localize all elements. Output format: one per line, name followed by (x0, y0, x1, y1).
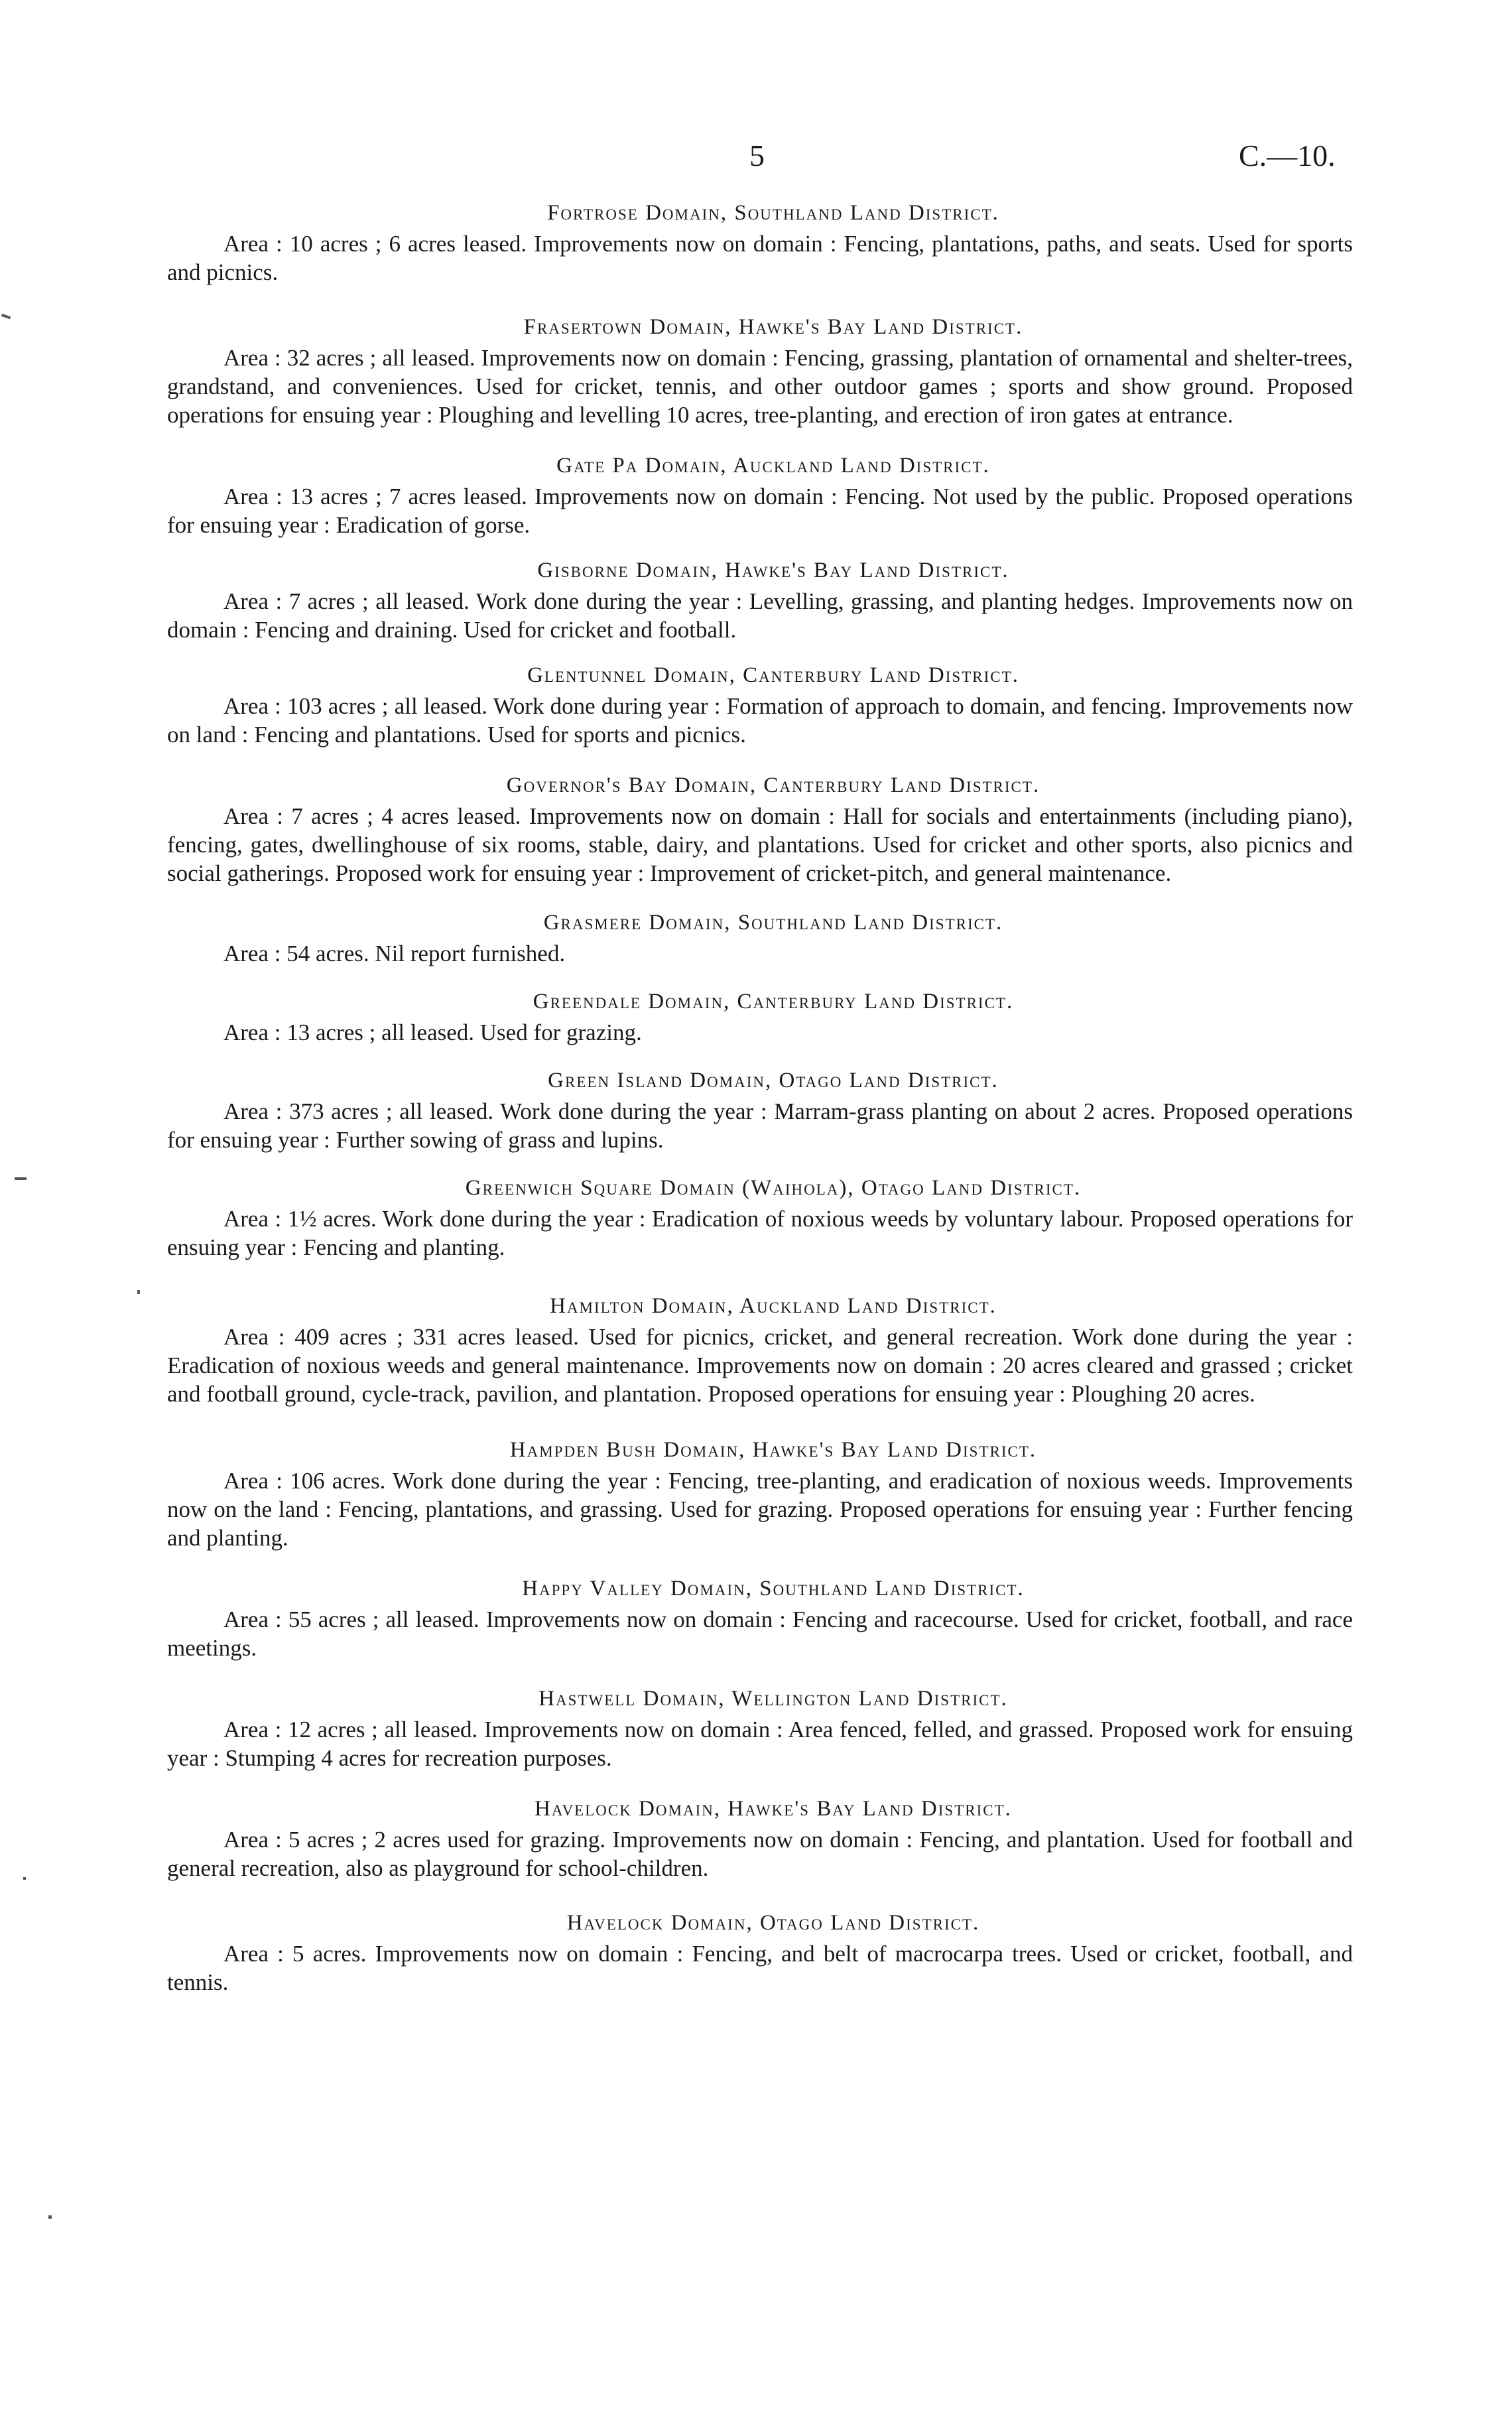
section-heading: Havelock Domain, Otago Land District. (566, 1911, 980, 1935)
scan-speck (48, 2215, 52, 2219)
scan-speck (15, 1177, 27, 1180)
document-code: C.—10. (1239, 139, 1336, 172)
scan-speck (137, 1290, 140, 1294)
section-heading: Glentunnel Domain, Canterbury Land District. (527, 663, 1019, 687)
domain-entry (167, 199, 1353, 287)
section-heading: Greenwich Square Domain (Waihola), Otago Land District. (465, 1176, 1082, 1200)
section-text: Area : 54 acres. Nil report furnished. (223, 941, 566, 966)
domain-entry (167, 988, 1353, 1047)
domain-entry (167, 1067, 1353, 1154)
section-text: Area : 409 acres ; 331 acres leased. Used for picnics, cricket, and general recreation. Work done during the year : Eradication of noxious weeds and general maintenance. Improvements now on domain : 20 acres cleared and grassed ; cricket and football ground, cycle-track, pavilion, and plantation. Proposed operations for ensuing year : Ploughing 20 acres. (167, 1324, 1353, 1407)
domain-entry (167, 1436, 1353, 1552)
domain-entry (167, 1292, 1353, 1408)
domain-entry (167, 452, 1353, 539)
section-text: Area : 7 acres ; all leased. Work done during the year : Levelling, grassing, and planting hedges. Improvements now on domain : Fencing and draining. Used for cricket and football. (167, 588, 1353, 643)
section-heading: Havelock Domain, Hawke's Bay Land District. (535, 1797, 1012, 1821)
section-heading: Governor's Bay Domain, Canterbury Land District. (506, 773, 1040, 797)
section-text: Area : 106 acres. Work done during the year : Fencing, tree-planting, and eradication of noxious weeds. Improvements now on the land : Fencing, plantations, and grassing. Used for grazing. Proposed operations for ensuing year : Further fencing and planting. (167, 1468, 1353, 1551)
section-heading: Greendale Domain, Canterbury Land District. (533, 990, 1014, 1014)
section-heading: Hampden Bush Domain, Hawke's Bay Land District. (509, 1438, 1037, 1462)
domain-entry (167, 556, 1353, 644)
domain-entry (167, 1174, 1353, 1262)
section-text: Area : 10 acres ; 6 acres leased. Improvements now on domain : Fencing, plantations, paths, and seats. Used for sports and picnics. (167, 231, 1353, 285)
domain-entry (167, 313, 1353, 429)
section-text: Area : 55 acres ; all leased. Improvements now on domain : Fencing and racecourse. Used for cricket, football, and race meetings. (167, 1606, 1353, 1661)
section-text: Area : 12 acres ; all leased. Improvements now on domain : Area fenced, felled, and grassed. Proposed work for ensuing year : Stumping 4 acres for recreation purposes. (167, 1717, 1353, 1771)
domain-entry (167, 1575, 1353, 1662)
section-text: Area : 5 acres. Improvements now on domain : Fencing, and belt of macrocarpa trees. Used or cricket, football, and tennis. (167, 1941, 1353, 1995)
section-text: Area : 1½ acres. Work done during the year : Eradication of noxious weeds by voluntary labour. Proposed operations for ensuing year : Fencing and planting. (167, 1206, 1353, 1260)
domain-entry (167, 1795, 1353, 1882)
section-text: Area : 5 acres ; 2 acres used for grazing. Improvements now on domain : Fencing, and plantation. Used for football and general recreation, also as playground for school-children. (167, 1827, 1353, 1881)
scan-speck (1, 314, 11, 320)
scan-speck (23, 1877, 26, 1880)
section-heading: Grasmere Domain, Southland Land District. (543, 911, 1003, 935)
domain-entry (167, 1685, 1353, 1772)
section-heading: Hamilton Domain, Auckland Land District. (550, 1294, 997, 1318)
section-heading: Green Island Domain, Otago Land District. (548, 1069, 999, 1092)
section-heading: Happy Valley Domain, Southland Land District. (522, 1577, 1025, 1601)
domain-entry (167, 771, 1353, 887)
section-heading: Fortrose Domain, Southland Land District. (547, 201, 999, 225)
domain-entry (167, 909, 1353, 968)
section-text: Area : 32 acres ; all leased. Improvements now on domain : Fencing, grassing, plantation of ornamental and shelter-trees, grandstand, and conveniences. Used for cricket, tennis, and other outdoor games ; sports and show ground. Proposed operations for ensuing year : Ploughing and levelling 10 acres, tree-planting, and erection of iron gates at entrance. (167, 345, 1353, 428)
section-text: Area : 7 acres ; 4 acres leased. Improvements now on domain : Hall for socials and entertainments (including piano), fencing, gates, dwellinghouse of six rooms, stable, dairy, and plantations. Used for cricket and other sports, also picnics and social gatherings. Proposed work for ensuing year : Improvement of cricket-pitch, and general maintenance. (167, 803, 1353, 886)
page-number: 5 (749, 139, 765, 172)
domain-entry (167, 1909, 1353, 1996)
section-text: Area : 13 acres ; all leased. Used for grazing. (223, 1019, 642, 1045)
document-body (167, 199, 1353, 1996)
domain-entry (167, 661, 1353, 749)
section-text: Area : 13 acres ; 7 acres leased. Improvements now on domain : Fencing. Not used by the public. Proposed operations for ensuing year : Eradication of gorse. (167, 484, 1353, 538)
section-heading: Gisborne Domain, Hawke's Bay Land District. (537, 558, 1009, 582)
section-heading: Hastwell Domain, Wellington Land District. (538, 1687, 1008, 1711)
section-text: Area : 103 acres ; all leased. Work done during year : Formation of approach to domain, and fencing. Improvements now on land : Fencing and plantations. Used for sports and picnics. (167, 693, 1353, 748)
section-text: Area : 373 acres ; all leased. Work done during the year : Marram-grass planting on about 2 acres. Proposed operations for ensuing year : Further sowing of grass and lupins. (167, 1098, 1353, 1153)
section-heading: Frasertown Domain, Hawke's Bay Land District. (523, 315, 1023, 339)
section-heading: Gate Pa Domain, Auckland Land District. (556, 454, 990, 478)
